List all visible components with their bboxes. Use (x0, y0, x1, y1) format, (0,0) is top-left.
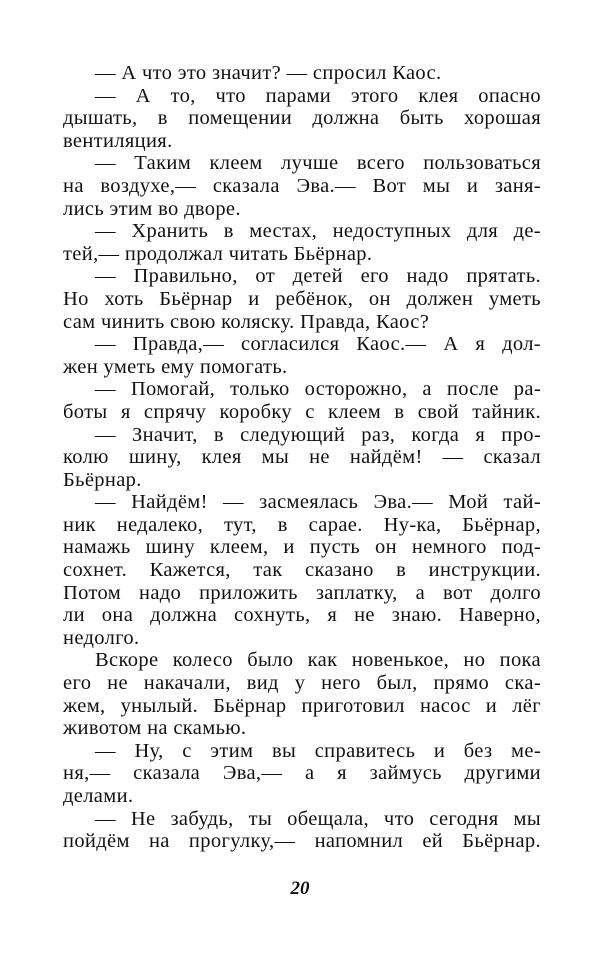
text-line: намажь шину клеем, и пусть он немного под- (63, 536, 541, 559)
page-number: 20 (290, 878, 310, 899)
text-line: — Правда,— согласился Каос.— А я дол- (95, 333, 541, 356)
text-line: лись этим во дворе. (63, 197, 241, 220)
text-line: Бьёрнар. (63, 468, 142, 491)
text-line: боты я спрячу коробку с клеем в свой тайник. (63, 400, 541, 423)
text-line: — Значит, в следующий раз, когда я про- (95, 423, 541, 446)
text-line: — Не забудь, ты обещала, что сегодня мы (95, 807, 541, 830)
text-line: Вскоре колесо было как новенькое, но пока (95, 649, 541, 672)
text-line: — А что это значит? — спросил Каос. (95, 62, 442, 84)
text-line: — Найдём! — засмеялась Эва.— Мой тай- (95, 491, 541, 514)
text-line: жен уметь ему помогать. (63, 355, 288, 378)
text-line: ник недалеко, тут, в сарае. Ну-ка, Бьёрнар, (63, 513, 541, 536)
text-line: недолго. (63, 626, 140, 649)
text-line: ня,— сказала Эва,— а я займусь другими (63, 762, 541, 785)
text-line: пойдём на прогулку,— напомнил ей Бьёрнар. (63, 830, 541, 853)
text-line: животом на скамью. (63, 717, 247, 740)
page-body (63, 62, 541, 853)
text-line: — А то, что парами этого клея опасно (95, 84, 541, 107)
text-line: на воздухе,— сказала Эва.— Вот мы и заня- (63, 174, 541, 197)
text-line: тей,— продолжал читать Бьёрнар. (63, 242, 373, 265)
text-line: сам чинить свою коляску. Правда, Каос? (63, 310, 430, 333)
text-line: — Хранить в местах, недоступных для де- (95, 220, 541, 243)
text-line: Потом надо приложить заплатку, а вот долго (63, 581, 541, 604)
text-line: делами. (63, 785, 134, 807)
text-line: — Ну, с этим вы справитесь и без ме- (95, 739, 541, 762)
text-line: его не накачали, вид у него был, прямо ска- (63, 672, 541, 695)
text-line: Но хоть Бьёрнар и ребёнок, он должен уметь (63, 287, 541, 310)
text-line: — Таким клеем лучше всего пользоваться (95, 152, 541, 175)
text-line: вентиляция. (63, 129, 173, 152)
text-line: колю шину, клея мы не найдём! — сказал (63, 446, 541, 469)
text-line: дышать, в помещении должна быть хорошая (63, 107, 541, 130)
text-line: жем, унылый. Бьёрнар приготовил насос и лёг (63, 694, 541, 717)
text-line: сохнет. Кажется, так сказано в инструкции. (63, 559, 541, 582)
text-line: — Правильно, от детей его надо прятать. (95, 265, 541, 288)
text-line: — Помогай, только осторожно, а после ра- (95, 378, 541, 401)
text-line: ли она должна сохнуть, я не знаю. Наверно, (63, 604, 541, 627)
